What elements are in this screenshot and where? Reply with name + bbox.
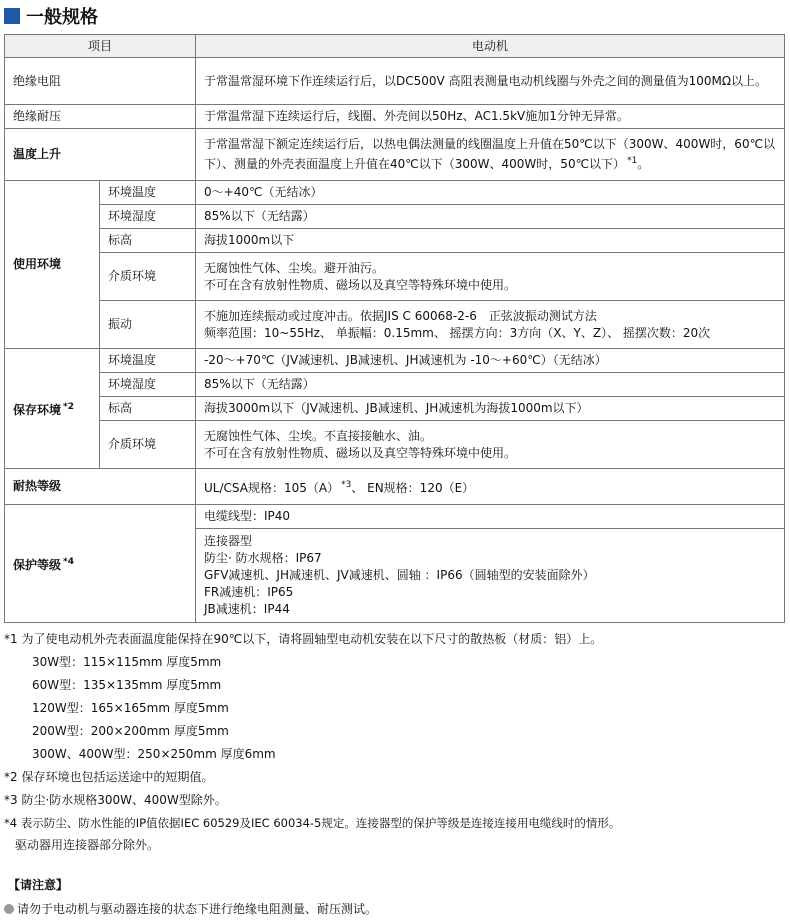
table-row (5, 349, 785, 373)
footnote-ref: *4 (63, 556, 74, 567)
row-label: 耐热等级 (5, 469, 196, 505)
row-value-line: 防尘· 防水规格：IP67 (204, 551, 322, 565)
sub-label: 环境湿度 (100, 373, 196, 397)
header-item: 项目 (5, 35, 196, 58)
footnote-2: *2 保存环境也包括运送途中的短期值。 (4, 770, 214, 784)
row-value (196, 469, 785, 505)
row-value-line: 频率范围：10~55Hz、 单振幅：0.15mm、 摇摆方向：3方向（X、Y、Z）、 摇摆次数：20次 (204, 325, 711, 340)
row-value: 海拔3000m以下（JV减速机、JB减速机、JH减速机为海拔1000m以下） (196, 397, 785, 421)
group-label-protection (5, 505, 196, 623)
row-value-line: 连接器型 (204, 534, 253, 548)
table-row (5, 205, 785, 229)
row-value: -20～+70℃（JV减速机、JB减速机、JH减速机为 -10～+60℃）（无结冰） (196, 349, 785, 373)
sub-label: 标高 (100, 229, 196, 253)
sub-label: 介质环境 (100, 253, 196, 301)
footnote-ref: *1 (627, 156, 638, 166)
table-row (5, 229, 785, 253)
sub-label: 介质环境 (100, 421, 196, 469)
heatsink-size-item: 200W型：200×200mm 厚度5mm (32, 724, 229, 738)
table-row (5, 253, 785, 301)
row-value-text: 、 EN规格：120（E） (351, 480, 475, 495)
spec-table (4, 34, 785, 623)
footnote-4-continued: 驱动器用连接器部分除外。 (15, 838, 160, 852)
heatsink-size-item: 30W型：115×115mm 厚度5mm (32, 655, 222, 669)
table-row (5, 421, 785, 469)
sub-label: 环境温度 (100, 181, 196, 205)
table-row (5, 105, 785, 129)
row-value-line: 不可在含有放射性物质、磁场以及真空等特殊环境中使用。 (204, 277, 517, 292)
footnote-ref: *3 (341, 479, 352, 490)
table-row (5, 301, 785, 349)
row-label: 绝缘耐压 (5, 105, 196, 129)
row-value: 于常温常湿下连续运行后，线圈、外壳间以50Hz、AC1.5kV施加1分钟无异常。 (196, 105, 785, 129)
page-title: 一般规格 (26, 7, 98, 28)
row-value-line: 无腐蚀性气体、尘埃。避开油污。 (204, 260, 385, 275)
row-value (196, 421, 785, 469)
row-value: 0～+40℃（无结冰） (196, 181, 785, 205)
sub-label: 环境温度 (100, 349, 196, 373)
table-row (5, 397, 785, 421)
sub-label: 标高 (100, 397, 196, 421)
row-value-line: JB减速机：IP44 (204, 602, 290, 616)
row-value: 85%以下（无结露） (196, 205, 785, 229)
row-value: 海拔1000m以下 (196, 229, 785, 253)
heatsink-size-item: 120W型：165×165mm 厚度5mm (32, 701, 229, 715)
sub-label: 环境湿度 (100, 205, 196, 229)
row-value-text: UL/CSA规格：105（A） (204, 480, 340, 495)
footnote-4: *4 表示防尘、防水性能的IP值依据IEC 60529及IEC 60034-5规定。连接器型的保护等级是连接连接用电缆线时的情形。 (4, 816, 621, 830)
group-label-operating: 使用环境 (5, 181, 100, 349)
group-label-storage (5, 349, 100, 469)
footnotes (4, 628, 785, 855)
row-value (196, 129, 785, 181)
caution-heading: 【请注意】 (8, 878, 69, 892)
caution-text: 请勿于电动机与驱动器连接的状态下进行绝缘电阻测量、耐压测试。 (17, 902, 378, 916)
row-value-line: 不可在含有放射性物质、磁场以及真空等特殊环境中使用。 (204, 445, 517, 460)
row-value-line: 无腐蚀性气体、尘埃。不直接接触水、油。 (204, 428, 433, 443)
heatsink-size-item: 300W、400W型：250×250mm 厚度6mm (32, 747, 276, 761)
table-row (5, 181, 785, 205)
row-value (196, 529, 785, 623)
footnote-3: *3 防尘·防水规格300W、400W型除外。 (4, 793, 227, 807)
row-value: 85%以下（无结露） (196, 373, 785, 397)
row-value: 于常温常湿环境下作连续运行后，以DC500V 高阻表测量电动机线圈与外壳之间的测量值为100MΩ以上。 (196, 58, 785, 105)
row-label: 温度上升 (5, 129, 196, 181)
table-row (5, 58, 785, 105)
header-motor: 电动机 (196, 35, 785, 58)
row-value-text: 于常温常湿下额定连续运行后，以热电偶法测量的线圈温度上升值在50℃以下（300W、400W时，60℃以下）、测量的外壳表面温度上升值在40℃以下（300W、400W时，50℃以下） (204, 137, 776, 171)
row-value (196, 301, 785, 349)
row-value (196, 253, 785, 301)
heatsink-size-item: 60W型：135×135mm 厚度5mm (32, 678, 222, 692)
row-value-line: GFV减速机、JH减速机、JV减速机、圆轴 ：IP66（圆轴型的安装面除外） (204, 568, 595, 582)
table-row (5, 469, 785, 505)
sub-label: 振动 (100, 301, 196, 349)
footnote-1: *1 为了使电动机外壳表面温度能保持在90℃以下，请将圆轴型电动机安装在以下尺寸的散热板（材质：铝）上。 (4, 632, 603, 646)
row-value-line: FR减速机：IP65 (204, 585, 294, 599)
section-title (4, 4, 98, 28)
bullet-icon (4, 904, 14, 914)
table-row (5, 129, 785, 181)
table-row (5, 373, 785, 397)
title-square-icon (4, 8, 20, 24)
row-value: 电缆线型：IP40 (196, 505, 785, 529)
row-value-tail: 。 (637, 157, 650, 171)
group-label-text: 保护等级 (13, 557, 62, 572)
row-value-line: 不施加连续振动或过度冲击。依据JIS C 60068-2-6 正弦波振动测试方法 (204, 308, 597, 323)
table-header-row (5, 35, 785, 58)
table-row (5, 505, 785, 529)
row-label: 绝缘电阻 (5, 58, 196, 105)
caution-item (4, 900, 377, 917)
footnote-ref: *2 (63, 401, 74, 412)
group-label-text: 保存环境 (13, 402, 62, 417)
